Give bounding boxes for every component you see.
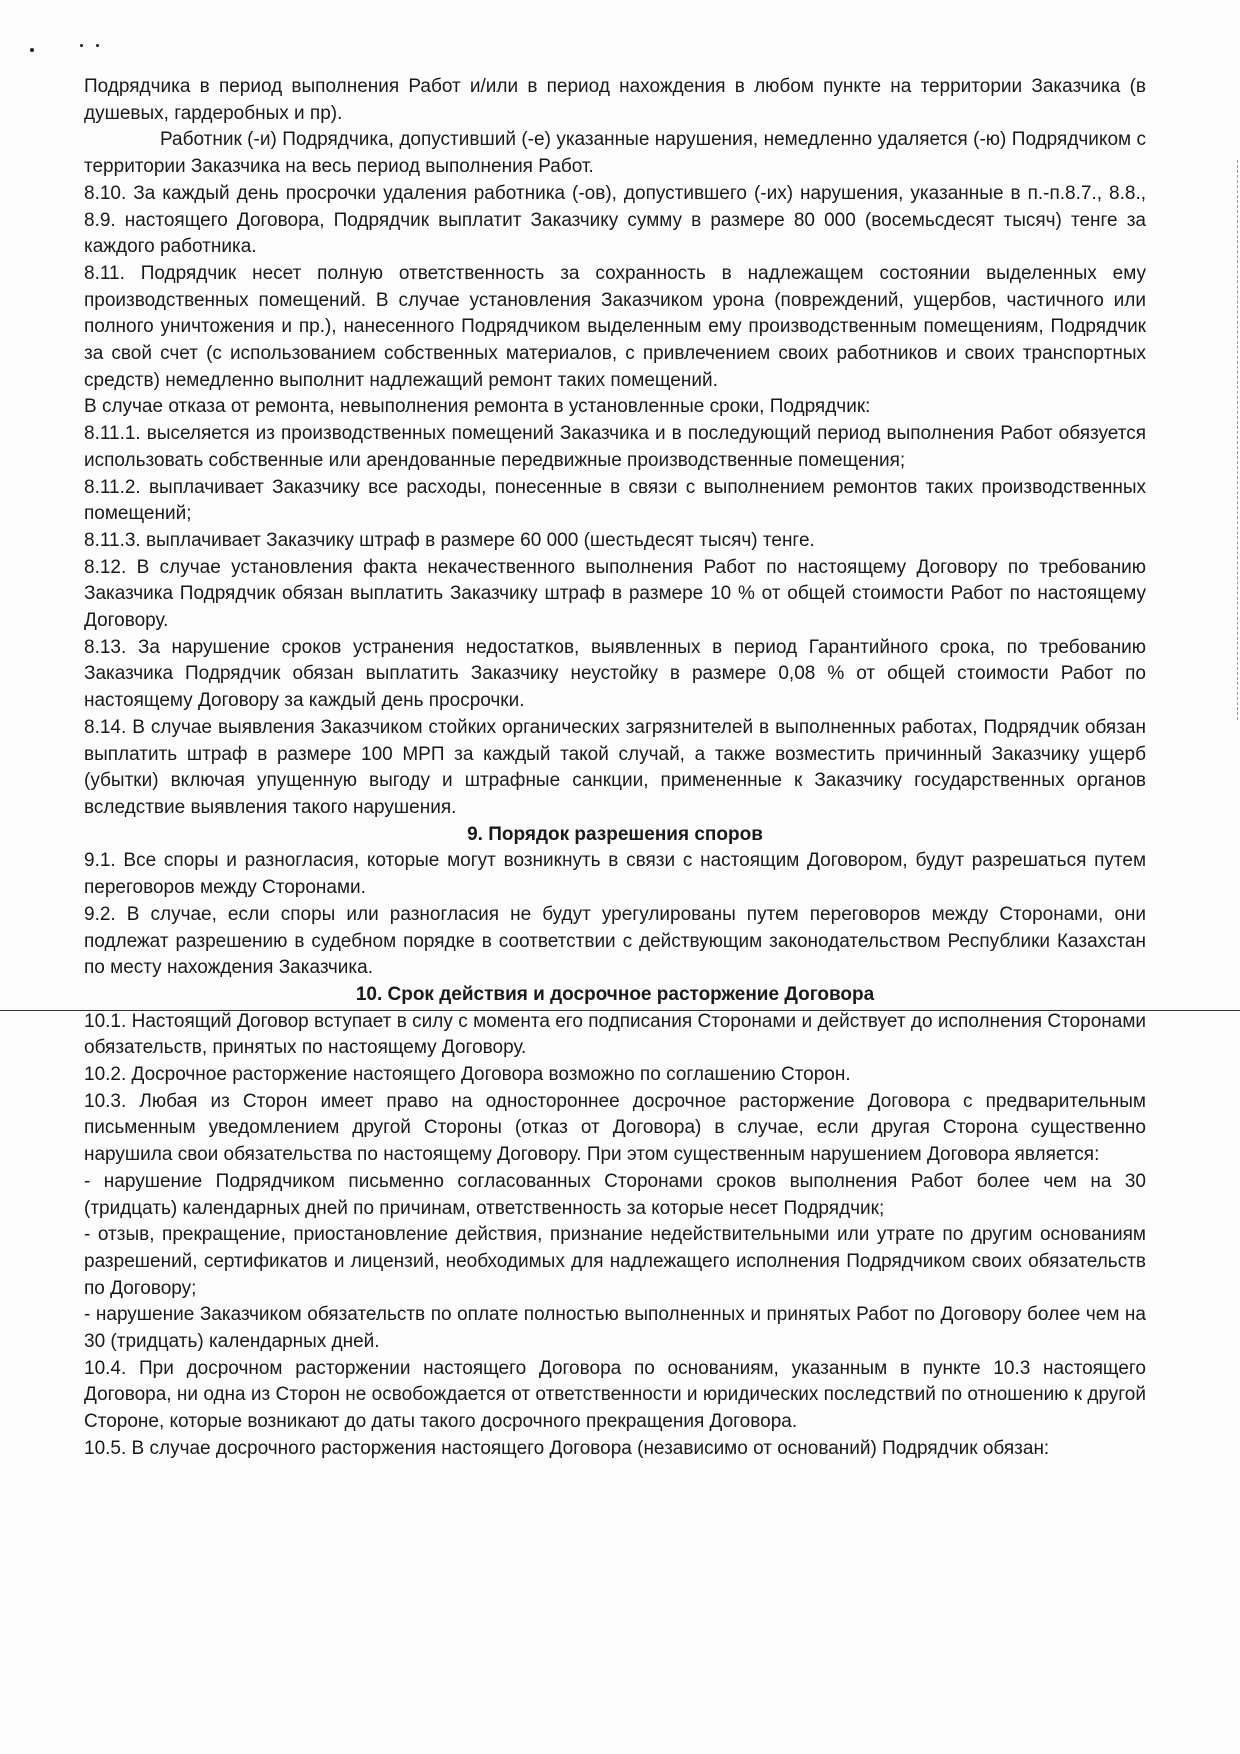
paragraph: 8.11. Подрядчик несет полную ответственность за сохранность в надлежащем состоянии выделенных ему производственных помещений. В случае установления Заказчиком урона (повреждений, ущербов, частичного или полного уничтожения и пр.), нанесенного Подрядчиком выделенным ему производственным помещениям, Подрядчик за свой счет (с использованием собственных материалов, с привлечением своих работников и своих транспортных средств) немедленно выполнит надлежащий ремонт таких помещений. xyxy=(84,262,1146,391)
paragraph: 8.11.3. выплачивает Заказчику штраф в размере 60 000 (шестьдесят тысяч) тенге. xyxy=(84,529,815,551)
paragraph: В случае отказа от ремонта, невыполнения ремонта в установленные сроки, Подрядчик: xyxy=(84,396,871,418)
scan-edge-artifact xyxy=(1234,160,1238,720)
section-heading: 9. Порядок разрешения споров xyxy=(467,823,763,845)
paragraph: Работник (-и) Подрядчика, допустивший (-е) указанные нарушения, немедленно удаляется (-ю) Подрядчиком с территории Заказчика на весь период выполнения Работ. xyxy=(84,129,1146,178)
scan-speck xyxy=(96,44,99,47)
paragraph: - нарушение Подрядчиком письменно согласованных Сторонами сроков выполнения Работ более чем на 30 (тридцать) календарных дней по причинам, ответственность за которые несет Подрядчик; xyxy=(84,1170,1146,1219)
paragraph: 10.4. При досрочном расторжении настоящего Договора по основаниям, указанным в пункте 10.3 настоящего Договора, ни одна из Сторон не освобождается от ответственности и юридических последствий по отношению к другой Стороне, которые возникают до даты такого досрочного прекращения Договора. xyxy=(84,1357,1146,1433)
document-body xyxy=(84,74,1146,1463)
scan-speck xyxy=(80,44,83,47)
paragraph: 10.5. В случае досрочного расторжения настоящего Договора (независимо от оснований) Подрядчик обязан: xyxy=(84,1437,1050,1459)
paragraph: 8.11.1. выселяется из производственных помещений Заказчика и в последующий период выполнения Работ обязуется использовать собственные или арендованные передвижные производственные помещения; xyxy=(84,423,1146,471)
paragraph: 9.1. Все споры и разногласия, которые могут возникнуть в связи с настоящим Договором, будут разрешаться путем переговоров между Сторонами. xyxy=(84,850,1146,899)
paragraph: Подрядчика в период выполнения Работ и/или в период нахождения в любом пункте на территории Заказчика (в душевых, гардеробных и пр). xyxy=(84,76,1146,124)
paragraph: 9.2. В случае, если споры или разногласия не будут урегулированы путем переговоров между Сторонами, они подлежат разрешению в судебном порядке в соответствии с действующим законодательством Республики Казахстан по месту нахождения Заказчика. xyxy=(84,903,1146,979)
paragraph: 8.14. В случае выявления Заказчиком стойких органических загрязнителей в выполненных работах, Подрядчик обязан выплатить штраф в размере 100 МРП за каждый такой случай, а также возместить причинный Заказчику ущерб (убытки) включая упущенную выгоду и штрафные санкции, примененные к Заказчику государственных органов вследствие выявления такого нарушения. xyxy=(84,716,1146,818)
paragraph: - отзыв, прекращение, приостановление действия, признание недействительными или утрате по другим основаниям разрешений, сертификатов и лицензий, необходимых для надлежащего исполнения Подрядчиком своих обязательств по Договору; xyxy=(84,1224,1146,1299)
paragraph: 8.10. За каждый день просрочки удаления работника (-ов), допустившего (-их) нарушения, указанные в п.-п.8.7., 8.8., 8.9. настоящего Договора, Подрядчик выплатит Заказчику сумму в размере 80 000 (восемьсдесят тысяч) тенге за каждого работника. xyxy=(84,182,1146,258)
paragraph: 8.11.2. выплачивает Заказчику все расходы, понесенные в связи с выполнением ремонтов таких производственных помещений; xyxy=(84,476,1146,525)
paragraph: - нарушение Заказчиком обязательств по оплате полностью выполненных и принятых Работ по Договору более чем на 30 (тридцать) календарных дней. xyxy=(84,1304,1146,1353)
paragraph: 10.1. Настоящий Договор вступает в силу с момента его подписания Сторонами и действует до исполнения Сторонами обязательств, принятых по настоящему Договору. xyxy=(84,1010,1146,1059)
section-heading: 10. Срок действия и досрочное расторжение Договора xyxy=(355,983,875,1005)
paragraph: 10.2. Досрочное расторжение настоящего Договора возможно по соглашению Сторон. xyxy=(84,1064,851,1086)
paragraph: 8.13. За нарушение сроков устранения недостатков, выявленных в период Гарантийного срока, по требованию Заказчика Подрядчик обязан выплатить Заказчику неустойку в размере 0,08 % от общей стоимости Работ по настоящему Договору за каждый день просрочки. xyxy=(84,636,1146,712)
scan-speck xyxy=(30,48,34,52)
paragraph: 8.12. В случае установления факта некачественного выполнения Работ по настоящему Договору по требованию Заказчика Подрядчик обязан выплатить Заказчику штраф в размере 10 % от общей стоимости Работ по настоящему Договору. xyxy=(84,556,1146,632)
paragraph: 10.3. Любая из Сторон имеет право на одностороннее досрочное расторжение Договора с предварительным письменным уведомлением другой Стороны (отказ от Договора) в случае, если другая Сторона существенно нарушила свои обязательства по настоящему Договору. При этом существенным нарушением Договора является: xyxy=(84,1090,1146,1166)
